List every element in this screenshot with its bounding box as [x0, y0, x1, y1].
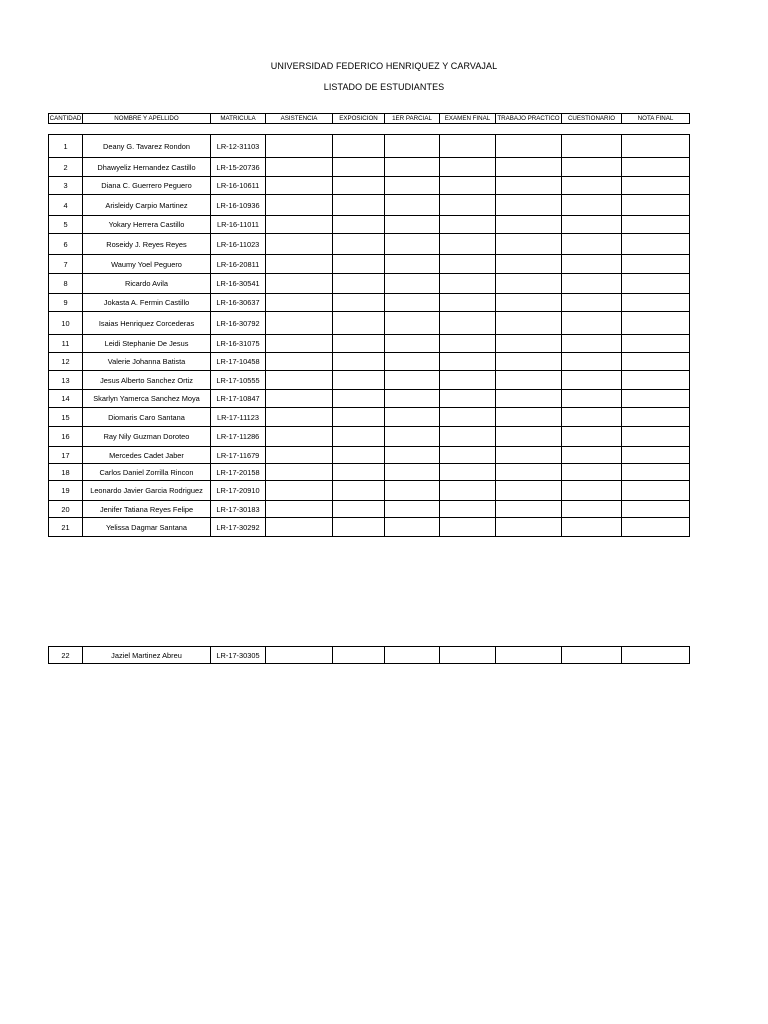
header-examen-final: EXAMEN FINAL: [440, 114, 496, 124]
header-cantidad: CANTIDAD: [49, 115, 82, 122]
cell-matricula: LR-12-31103: [211, 135, 266, 158]
university-title: UNIVERSIDAD FEDERICO HENRIQUEZ Y CARVAJAL: [270, 61, 498, 71]
cell-nota-final: [622, 177, 690, 195]
cell-asistencia: [266, 255, 333, 274]
table-row: [49, 464, 690, 481]
table-row: [49, 447, 690, 464]
cell-primer-parcial: [385, 195, 440, 216]
cell-asistencia: [266, 294, 333, 312]
cell-nota-final: [622, 464, 690, 481]
cell-examen-final: [440, 408, 496, 427]
cell-nombre: Valerie Johanna Batista: [83, 353, 211, 371]
cell-nombre: Ricardo Avila: [83, 274, 211, 294]
header-trabajo-practico: TRABAJO PRACTICO: [497, 115, 560, 122]
cell-nota-final: [622, 427, 690, 447]
cell-trabajo-practico: [496, 294, 562, 312]
cell-asistencia: [266, 195, 333, 216]
cell-nombre: Ray Nily Guzman Doroteo: [83, 427, 211, 447]
cell-nombre: Roseidy J. Reyes Reyes: [83, 234, 211, 255]
cell-cuestionario: [562, 353, 622, 371]
cell-examen-final: [440, 312, 496, 335]
table-row: [49, 518, 690, 537]
cell-nombre: Diana C. Guerrero Peguero: [83, 177, 211, 195]
table-row: [49, 294, 690, 312]
cell-nota-final: [622, 255, 690, 274]
cell-matricula: LR-17-30305: [211, 647, 266, 664]
cell-exposicion: [333, 234, 385, 255]
table-row: [49, 481, 690, 501]
cell-cantidad: 5: [49, 216, 83, 234]
cell-cantidad: 14: [49, 390, 83, 408]
cell-primer-parcial: [385, 464, 440, 481]
cell-exposicion: [333, 274, 385, 294]
cell-primer-parcial: [385, 177, 440, 195]
cell-examen-final: [440, 501, 496, 518]
cell-cuestionario: [562, 518, 622, 537]
cell-trabajo-practico: [496, 447, 562, 464]
cell-cuestionario: [562, 195, 622, 216]
cell-exposicion: [333, 408, 385, 427]
cell-cuestionario: [562, 647, 622, 664]
cell-nota-final: [622, 294, 690, 312]
cell-matricula: LR-15-20736: [211, 158, 266, 177]
cell-cuestionario: [562, 501, 622, 518]
cell-primer-parcial: [385, 312, 440, 335]
cell-exposicion: [333, 177, 385, 195]
header-exposicion: EXPOSICION: [333, 114, 385, 124]
cell-examen-final: [440, 447, 496, 464]
header-table: [48, 113, 690, 124]
cell-exposicion: [333, 390, 385, 408]
cell-nombre: Dhawyeliz Hernandez Castillo: [83, 158, 211, 177]
cell-primer-parcial: [385, 234, 440, 255]
cell-cantidad: 16: [49, 427, 83, 447]
cell-trabajo-practico: [496, 353, 562, 371]
table-row: [49, 408, 690, 427]
cell-primer-parcial: [385, 294, 440, 312]
cell-cuestionario: [562, 335, 622, 353]
cell-matricula: LR-17-30292: [211, 518, 266, 537]
table-row: [49, 177, 690, 195]
cell-examen-final: [440, 135, 496, 158]
cell-examen-final: [440, 294, 496, 312]
cell-examen-final: [440, 158, 496, 177]
cell-nota-final: [622, 518, 690, 537]
cell-nombre: Jenifer Tatiana Reyes Felipe: [83, 501, 211, 518]
cell-asistencia: [266, 335, 333, 353]
cell-nombre: Leonardo Javier Garcia Rodriguez: [83, 481, 211, 501]
cell-exposicion: [333, 216, 385, 234]
cell-nombre: Jokasta A. Fermin Castillo: [83, 294, 211, 312]
cell-exposicion: [333, 255, 385, 274]
cell-trabajo-practico: [496, 408, 562, 427]
cell-cantidad: 2: [49, 158, 83, 177]
cell-examen-final: [440, 518, 496, 537]
table-row: [49, 274, 690, 294]
cell-examen-final: [440, 353, 496, 371]
cell-exposicion: [333, 427, 385, 447]
cell-cuestionario: [562, 158, 622, 177]
cell-nota-final: [622, 312, 690, 335]
cell-exposicion: [333, 447, 385, 464]
cell-asistencia: [266, 274, 333, 294]
cell-cantidad: 7: [49, 255, 83, 274]
header-row: [49, 114, 690, 124]
cell-asistencia: [266, 427, 333, 447]
document-subtitle: LISTADO DE ESTUDIANTES: [323, 82, 445, 92]
cell-nombre: Mercedes Cadet Jaber: [83, 447, 211, 464]
cell-cantidad: 20: [49, 501, 83, 518]
cell-cuestionario: [562, 481, 622, 501]
cell-exposicion: [333, 647, 385, 664]
cell-examen-final: [440, 216, 496, 234]
cell-asistencia: [266, 158, 333, 177]
cell-exposicion: [333, 481, 385, 501]
cell-nota-final: [622, 195, 690, 216]
student-table: [48, 134, 690, 537]
cell-primer-parcial: [385, 390, 440, 408]
cell-cantidad: 13: [49, 371, 83, 390]
cell-asistencia: [266, 234, 333, 255]
cell-nombre: Jesus Alberto Sanchez Ortiz: [83, 371, 211, 390]
cell-matricula: LR-16-10611: [211, 177, 266, 195]
cell-nota-final: [622, 481, 690, 501]
cell-examen-final: [440, 427, 496, 447]
cell-nombre: Deany G. Tavarez Rondon: [83, 135, 211, 158]
cell-exposicion: [333, 158, 385, 177]
cell-matricula: LR-16-30792: [211, 312, 266, 335]
cell-asistencia: [266, 447, 333, 464]
cell-matricula: LR-16-10936: [211, 195, 266, 216]
cell-matricula: LR-17-30183: [211, 501, 266, 518]
cell-examen-final: [440, 335, 496, 353]
cell-asistencia: [266, 216, 333, 234]
cell-trabajo-practico: [496, 518, 562, 537]
table-row: [49, 234, 690, 255]
cell-nombre: Diomaris Caro Santana: [83, 408, 211, 427]
cell-matricula: LR-16-30637: [211, 294, 266, 312]
cell-exposicion: [333, 464, 385, 481]
cell-cantidad: 15: [49, 408, 83, 427]
cell-trabajo-practico: [496, 234, 562, 255]
cell-examen-final: [440, 481, 496, 501]
cell-nota-final: [622, 216, 690, 234]
cell-primer-parcial: [385, 158, 440, 177]
cell-trabajo-practico: [496, 255, 562, 274]
cell-cuestionario: [562, 464, 622, 481]
cell-matricula: LR-17-20910: [211, 481, 266, 501]
cell-examen-final: [440, 390, 496, 408]
cell-matricula: LR-16-31075: [211, 335, 266, 353]
cell-nota-final: [622, 135, 690, 158]
cell-cantidad: 17: [49, 447, 83, 464]
cell-nombre: Skarlyn Yamerca Sanchez Moya: [83, 390, 211, 408]
cell-primer-parcial: [385, 371, 440, 390]
cell-cuestionario: [562, 447, 622, 464]
cell-primer-parcial: [385, 501, 440, 518]
cell-cuestionario: [562, 312, 622, 335]
cell-trabajo-practico: [496, 135, 562, 158]
cell-exposicion: [333, 501, 385, 518]
cell-exposicion: [333, 195, 385, 216]
cell-trabajo-practico: [496, 464, 562, 481]
cell-primer-parcial: [385, 518, 440, 537]
cell-nota-final: [622, 447, 690, 464]
cell-cuestionario: [562, 216, 622, 234]
cell-matricula: LR-16-30541: [211, 274, 266, 294]
table-row: [49, 335, 690, 353]
cell-trabajo-practico: [496, 481, 562, 501]
cell-asistencia: [266, 135, 333, 158]
cell-matricula: LR-16-20811: [211, 255, 266, 274]
cell-primer-parcial: [385, 647, 440, 664]
cell-matricula: LR-17-20158: [211, 464, 266, 481]
cell-exposicion: [333, 518, 385, 537]
cell-cantidad: 22: [49, 647, 83, 664]
table-row: [49, 135, 690, 158]
cell-primer-parcial: [385, 427, 440, 447]
cell-cuestionario: [562, 234, 622, 255]
cell-cantidad: 12: [49, 353, 83, 371]
cell-trabajo-practico: [496, 274, 562, 294]
cell-primer-parcial: [385, 353, 440, 371]
cell-matricula: LR-17-10458: [211, 353, 266, 371]
cell-examen-final: [440, 177, 496, 195]
table-row: [49, 195, 690, 216]
cell-trabajo-practico: [496, 647, 562, 664]
cell-cantidad: 9: [49, 294, 83, 312]
cell-trabajo-practico: [496, 501, 562, 518]
cell-matricula: LR-17-11123: [211, 408, 266, 427]
cell-nota-final: [622, 390, 690, 408]
cell-asistencia: [266, 647, 333, 664]
header-cuestionario: CUESTIONARIO: [562, 114, 622, 124]
table-row: [49, 371, 690, 390]
cell-asistencia: [266, 481, 333, 501]
cell-asistencia: [266, 177, 333, 195]
table-row: [49, 353, 690, 371]
cell-examen-final: [440, 647, 496, 664]
cell-nota-final: [622, 408, 690, 427]
cell-examen-final: [440, 195, 496, 216]
cell-cuestionario: [562, 371, 622, 390]
cell-nombre: Carlos Daniel Zorrilla Rincon: [83, 464, 211, 481]
cell-nombre: Isaias Henriquez Corcederas: [83, 312, 211, 335]
cell-asistencia: [266, 501, 333, 518]
cell-trabajo-practico: [496, 177, 562, 195]
cell-cantidad: 6: [49, 234, 83, 255]
cell-exposicion: [333, 353, 385, 371]
cell-asistencia: [266, 312, 333, 335]
cell-cantidad: 11: [49, 335, 83, 353]
cell-nota-final: [622, 158, 690, 177]
cell-asistencia: [266, 518, 333, 537]
table-row: [49, 255, 690, 274]
cell-nombre: Yokary Herrera Castillo: [83, 216, 211, 234]
cell-examen-final: [440, 255, 496, 274]
cell-cantidad: 10: [49, 312, 83, 335]
cell-primer-parcial: [385, 274, 440, 294]
cell-trabajo-practico: [496, 335, 562, 353]
cell-cuestionario: [562, 255, 622, 274]
cell-cuestionario: [562, 390, 622, 408]
cell-asistencia: [266, 353, 333, 371]
cell-examen-final: [440, 464, 496, 481]
cell-nombre: Jaziel Martinez Abreu: [83, 647, 211, 664]
cell-exposicion: [333, 312, 385, 335]
header-asistencia: ASISTENCIA: [266, 114, 333, 124]
cell-trabajo-practico: [496, 390, 562, 408]
cell-primer-parcial: [385, 135, 440, 158]
cell-nota-final: [622, 335, 690, 353]
cell-nota-final: [622, 501, 690, 518]
cell-primer-parcial: [385, 408, 440, 427]
cell-trabajo-practico: [496, 427, 562, 447]
table-row: [49, 501, 690, 518]
cell-asistencia: [266, 464, 333, 481]
cell-primer-parcial: [385, 481, 440, 501]
cell-primer-parcial: [385, 335, 440, 353]
cell-trabajo-practico: [496, 312, 562, 335]
header-matricula: MATRICULA: [211, 114, 266, 124]
cell-exposicion: [333, 371, 385, 390]
cell-cantidad: 1: [49, 135, 83, 158]
cell-cuestionario: [562, 135, 622, 158]
cell-nota-final: [622, 234, 690, 255]
cell-nombre: Yelissa Dagmar Santana: [83, 518, 211, 537]
cell-primer-parcial: [385, 216, 440, 234]
cell-exposicion: [333, 135, 385, 158]
cell-examen-final: [440, 234, 496, 255]
cell-matricula: LR-17-10555: [211, 371, 266, 390]
cell-cantidad: 8: [49, 274, 83, 294]
cell-asistencia: [266, 408, 333, 427]
table-row: [49, 647, 690, 664]
cell-nombre: Waumy Yoel Peguero: [83, 255, 211, 274]
cell-trabajo-practico: [496, 216, 562, 234]
cell-exposicion: [333, 294, 385, 312]
cell-primer-parcial: [385, 447, 440, 464]
cell-nota-final: [622, 274, 690, 294]
table-row: [49, 158, 690, 177]
cell-asistencia: [266, 390, 333, 408]
cell-matricula: LR-16-11023: [211, 234, 266, 255]
cell-cuestionario: [562, 177, 622, 195]
cell-nombre: Leidi Stephanie De Jesus: [83, 335, 211, 353]
cell-trabajo-practico: [496, 195, 562, 216]
cell-nota-final: [622, 371, 690, 390]
table-row: [49, 390, 690, 408]
cell-exposicion: [333, 335, 385, 353]
cell-trabajo-practico: [496, 158, 562, 177]
extra-student-table: [48, 646, 690, 664]
cell-cuestionario: [562, 427, 622, 447]
cell-cuestionario: [562, 408, 622, 427]
cell-primer-parcial: [385, 255, 440, 274]
cell-trabajo-practico: [496, 371, 562, 390]
cell-nombre: Arisleidy Carpio Martinez: [83, 195, 211, 216]
header-nota-final: NOTA FINAL: [622, 114, 690, 124]
cell-asistencia: [266, 371, 333, 390]
table-row: [49, 312, 690, 335]
cell-cantidad: 4: [49, 195, 83, 216]
cell-nota-final: [622, 647, 690, 664]
cell-cantidad: 21: [49, 518, 83, 537]
cell-matricula: LR-17-10847: [211, 390, 266, 408]
header-primer-parcial: 1ER PARCIAL: [385, 114, 440, 124]
table-row: [49, 427, 690, 447]
cell-cantidad: 3: [49, 177, 83, 195]
cell-matricula: LR-16-11011: [211, 216, 266, 234]
cell-matricula: LR-17-11286: [211, 427, 266, 447]
cell-cuestionario: [562, 294, 622, 312]
cell-cantidad: 18: [49, 464, 83, 481]
cell-matricula: LR-17-11679: [211, 447, 266, 464]
cell-cantidad: 19: [49, 481, 83, 501]
cell-examen-final: [440, 371, 496, 390]
header-nombre: NOMBRE Y APELLIDO: [83, 114, 211, 124]
cell-cuestionario: [562, 274, 622, 294]
cell-examen-final: [440, 274, 496, 294]
cell-nota-final: [622, 353, 690, 371]
table-row: [49, 216, 690, 234]
